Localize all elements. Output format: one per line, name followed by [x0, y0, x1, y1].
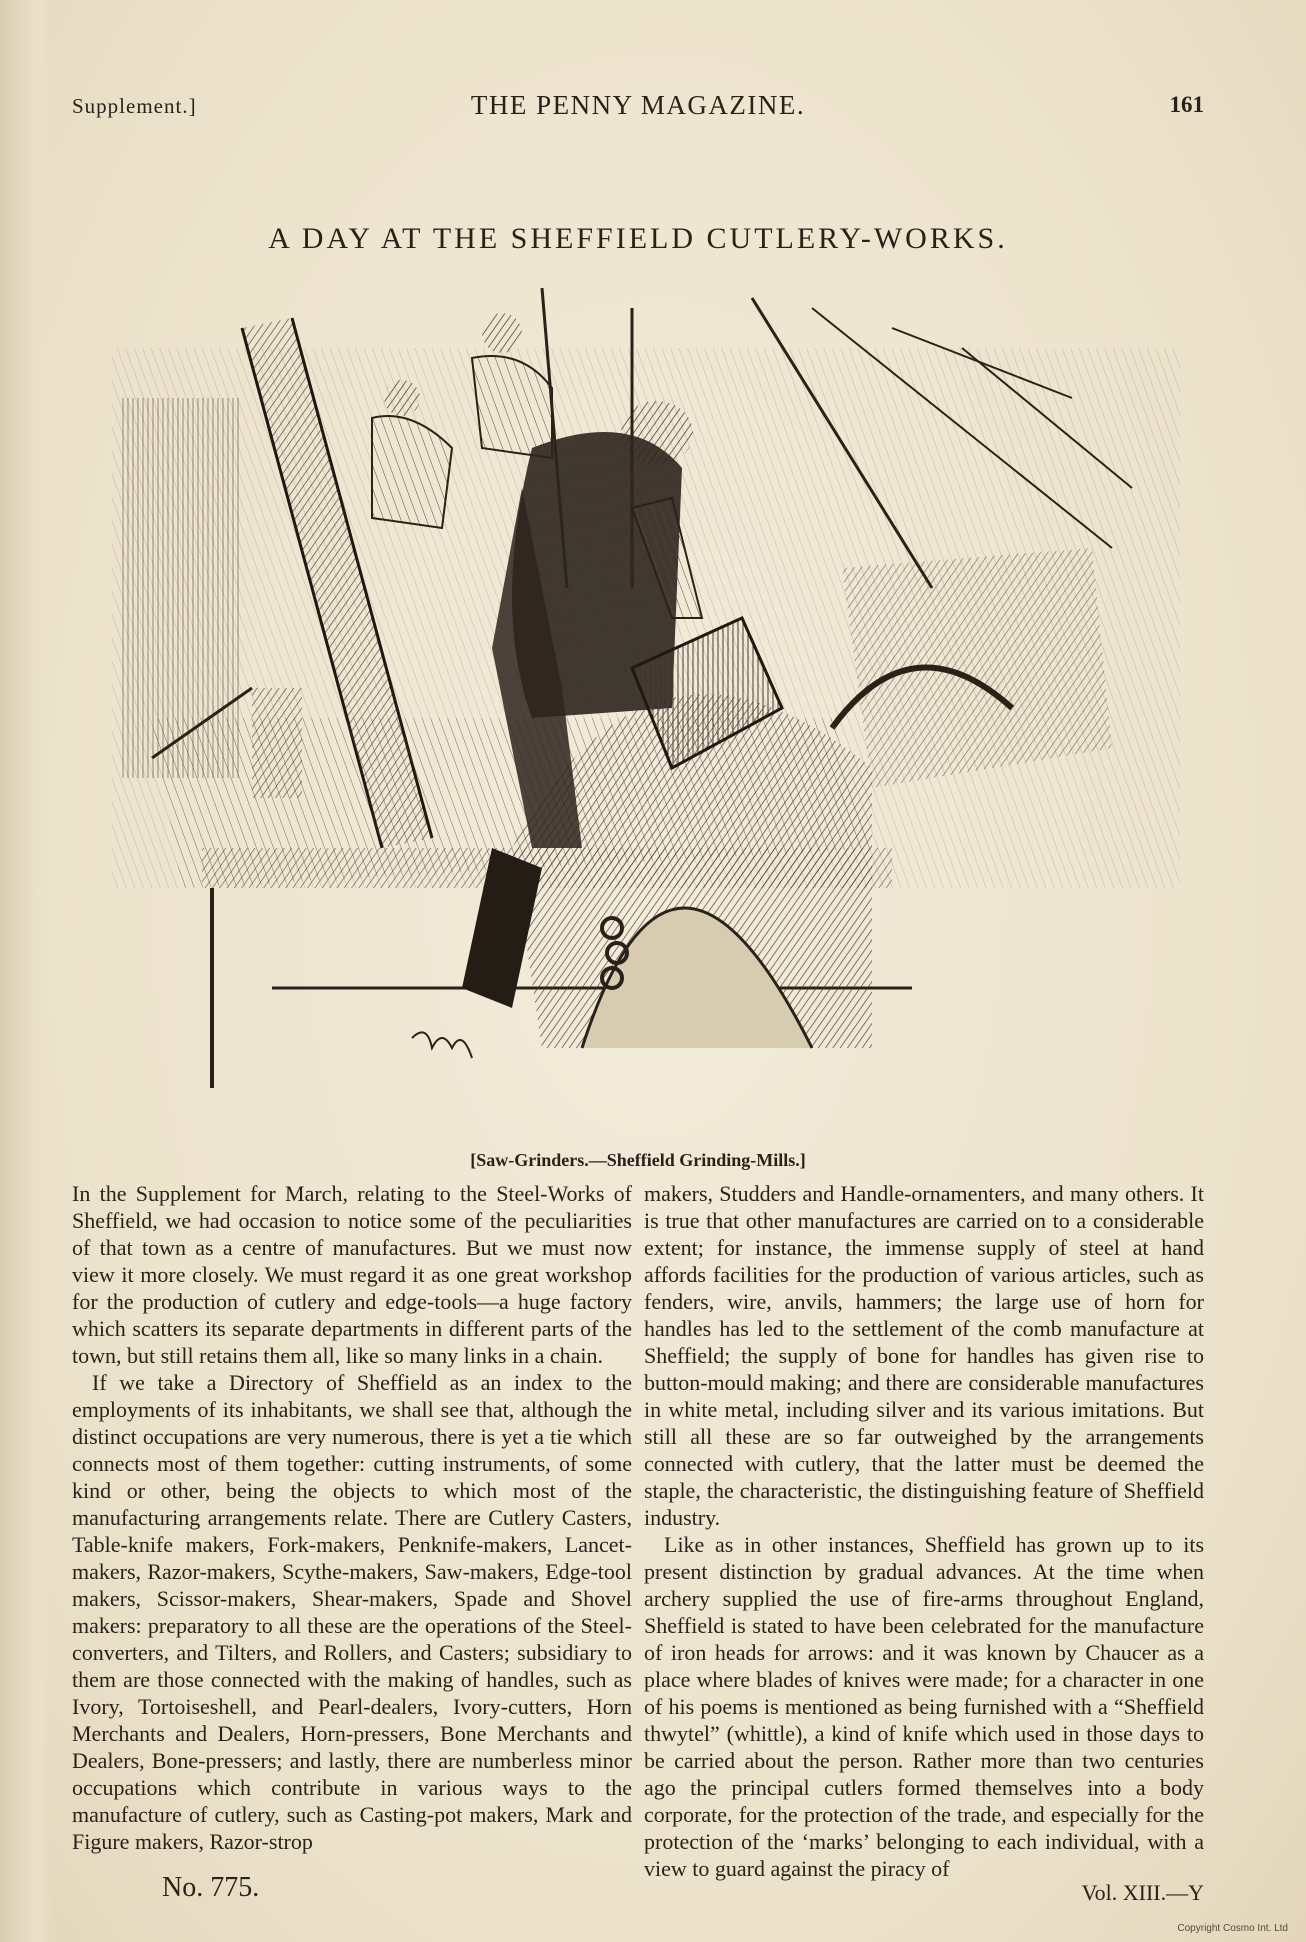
paragraph: makers, Studders and Handle-ornamenters, and many others. It is true that other manufactures are carried on to a considerable extent; for instance, the immense supply of steel at hand affords facilities for the production of various articles, such as fenders, wire, anvils, hammers; the large use of horn for handles has led to the settlement of the comb manufacture at Sheffield; the supply of bone for handles has given rise to button-mould making; and there are considerable manufactures in white metal, including silver and its various imitations. But still all these are so far outweighed by the arrangements connected with cutlery, that the latter must be deemed the staple, the characteristic, the distinguishing feature of Sheffield industry.	[644, 1181, 1204, 1530]
running-header	[72, 88, 1204, 122]
article-title: A DAY AT THE SHEFFIELD CUTLERY-WORKS.	[268, 222, 1008, 255]
magazine-title: THE PENNY MAGAZINE.	[470, 90, 806, 120]
left-column	[72, 1180, 632, 1854]
page-number: 161	[1169, 92, 1204, 117]
binding-gutter	[0, 0, 52, 1942]
issue-number: No. 775.	[162, 1872, 260, 1903]
supplement-label: Supplement.]	[72, 94, 197, 118]
paragraph: In the Supplement for March, relating to the Steel-Works of Sheffield, we had occasion to notice some of the peculiarities of that town as a centre of manufactures. But we must now view it more closely. We must regard it as one great workshop for the production of cutlery and edge-tools—a huge factory which scatters its separate departments in different parts of the town, but still retains them all, like so many links in a chain.	[72, 1181, 632, 1368]
copyright-watermark: Copyright Cosmo Int. Ltd	[1177, 1923, 1288, 1934]
paragraph: Like as in other instances, Sheffield has grown up to its present distinction by gradual advances. At the time when archery supplied the use of fire-arms throughout England, Sheffield is stated to have been celebrated for the manufacture of iron heads for arrows: and it was known by Chaucer as a place where blades of knives were made; for a character in one of his poems is mentioned as being furnished with a “Sheffield thwytel” (whittle), a kind of knife which used in those days to be carried about the person. Rather more than two centuries ago the principal cutlers formed themselves into a body corporate, for the protection of the trade, and especially for the protection of the ‘marks’ belonging to each individual, with a view to guard against the piracy of	[644, 1532, 1204, 1881]
volume-label: Vol. XIII.—Y	[1081, 1880, 1204, 1905]
right-column	[644, 1180, 1204, 1881]
page-footer	[72, 1868, 1204, 1918]
illustration-caption: [Saw-Grinders.—Sheffield Grinding-Mills.]	[470, 1150, 806, 1170]
paragraph: If we take a Directory of Sheffield as an index to the employments of its inhabitants, we shall see that, although the distinct occupations are very numerous, there is yet a tie which connects most of them together: cutting instruments, of some kind or other, being the objects to which most of the manufacturing arrangements relate. There are Cutlery Casters, Table-knife makers, Fork-makers, Penknife-makers, Lancet-makers, Razor-makers, Scythe-makers, Saw-makers, Edge-tool makers, Scissor-makers, Shear-makers, Spade and Shovel makers: preparatory to all these are the operations of the Steel-converters, and Tilters, and Rollers, and Casters; subsidiary to them are those connected with the making of handles, such as Ivory, Tortoiseshell, and Pearl-dealers, Ivory-cutters, Horn Merchants and Dealers, Horn-pressers, Bone Merchants and Dealers, Bone-pressers; and lastly, there are numberless minor occupations which contribute in various ways to the manufacture of cutlery, such as Casting-pot makers, Mark and Figure makers, Razor-strop	[72, 1370, 632, 1854]
engraving-saw-grinders-image	[112, 288, 1180, 1138]
